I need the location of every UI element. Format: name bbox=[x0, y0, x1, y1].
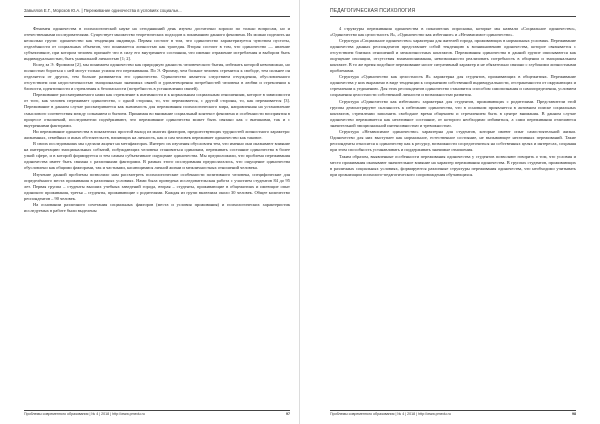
right-footer bbox=[330, 410, 576, 417]
right-paragraph-4: Структура «Одиночество как избегание» характерна для студентов, проживающих с родителями. Представители этой группы демонстрируют склонность к избеганию одиночества, что в основном проявляется в активном поиске социальных контактов, стремлении заполнить свободное время общением и стремлением быть в центре внимания. В данном случае одиночество переживается как негативное состояние, от которого необходимо избавиться, а сами переживания отличаются значительной эмоциональной интенсивностью и тревожностью. bbox=[330, 98, 576, 128]
left-paragraph-4: Ни переживание одиночества в показателях простой выход из многих факторов, предшествующих трудностей личностного характера: жизненных, семейных и иных обстоятельств, влияющих на личность, как и сам человек переживает одиночество как таковое. bbox=[24, 128, 290, 140]
left-footer bbox=[24, 410, 290, 417]
left-paragraph-1: Феномен одиночества в психологической науке на сегодняшний день изучен достаточно хорошо по только вопросам, но и отечественными исследователями. Существует множество теоретических подходов к пониманию данного феномена. Их можно поделить на несколько групп: одиночество как тенденция индивида. Первая состоит в том, что одиночество характеризуется чувством пустоты, отделённости от социальных объектов, что понимается личностью как трагедия. Вторая состоит в том, что одиночество — явление субъективное, при котором человек признаёт что в силу его внутреннего состояния, что именно отражение истребления и выбором быть индивидуальностью, быть уникальной личностью [1; 2]. bbox=[24, 25, 290, 61]
right-running-head: ПЕДАГОГИЧЕСКАЯ ПСИХОЛОГИЯ bbox=[330, 8, 576, 17]
right-paragraph-6: Таким образом, выявленные особенности переживания одиночества у студентов позволяют говорить о том, что условия и место проживания оказывают значительное влияние на характер переживания одиночества. В группах студентов, проживающих в различных социальных условиях, формируются различные структуры переживания одиночества, что необходимо учитывать при организации психолого-педагогического сопровождения обучающихся. bbox=[330, 153, 576, 177]
left-page-number: 97 bbox=[286, 412, 290, 416]
right-body-text bbox=[330, 26, 576, 178]
right-paragraph-3: Структура «Одиночество как целостность Я» характерна для студентов, проживающих в общежитиях. Переживание одиночества у них выражено в виде тенденции к сохранению собственной индивидуальности, отстраненности от окружающих и стремлении к уединению. Для этих респондентов одиночество становится способом самопознания и самоопределения, условием сохранения целостности собственной личности и возможностью развития. bbox=[330, 74, 576, 98]
left-paragraph-7: На основании различного сочетания социальных факторов (места и условия проживания) и психологических характеристик исследуемых в работе были выделены bbox=[24, 202, 290, 214]
left-body-text bbox=[24, 26, 290, 215]
right-page bbox=[300, 0, 600, 424]
left-paragraph-6: Изучение данной проблемы позволило нам рассмотреть психологические особенности позитивного человека, специфические для определённого места проживания в различных условиях. Нами была проведена исследовательская работа с участием студентов 84 до 95 лет. Первая группа – студенты высших учебных заведений города, вторая – студенты, проживающие в общежитиях и имеющие опыт одинокого проживания, третья – студенты, проживающие с родителями. Каждая из групп включила около 30 человек. Общее количество респондентов – 90 человек. bbox=[24, 171, 290, 201]
left-paragraph-5: В своих исследованиях мы сделали акцент на метафакторах. Интерес их изучения обусловлен тем, что именно они оказывают влияние на интерпретацию эмоциональных событий, побуждающих человека становиться одиноким, переживать состояние одиночества в более узкой сфере, и в которой формируется и тем самым субъективное ощущение одиночества. Мы предположили, что проблема переживания одиночества имеет быть связана с различными факторами. В рамках этого исследования предполагалось, что ощущение одиночества обусловлено как общими факторами, так и частными, касающимися личной жизни и межличностных отношений человека. bbox=[24, 141, 290, 171]
right-paragraph-5: Структура «Независимое одиночество» характерна для студентов, которые имеют опыт самостоятельной жизни. Одиночество для них выступает как нормальное, естественное состояние, не вызывающее негативных переживаний. Такие респонденты относятся к одиночеству как к ресурсу, возможности сосредоточиться на собственных целях и интересах, сохраняя при этом способность устанавливать и поддерживать значимые отношения. bbox=[330, 129, 576, 153]
right-footer-journal: Проблемы современного образования | № 4 | 2018 | http://www.pmedu.ru bbox=[330, 412, 451, 416]
left-paragraph-3: Переживание рассматриваемого нами как стремление к интимности и к нормальным социальным отношениям, которое в зависимости от того, как человек переживает одиночество, с одной стороны, то, что переживается, с другой стороны, то, как переживается [3]. Переживание в данном случае рассматривается как значимость для переживания психологического мира, направленная на установление смыслового соответствия между сознанием и бытием. Принимая во внимание социальный контекст феномена и особенности восприятия в процессе отношений, исследователи подчёркивают, что переживание одиночества может быть связано как с внешними, так и с внутренними факторами. bbox=[24, 92, 290, 128]
left-running-head: Завьялов Е.Г., Морозов Ю.А. | Переживание одиночества в условиях социальн... bbox=[24, 8, 290, 17]
right-paragraph-2: Структура «Социальное одиночество» характерна для жителей города, проживающих в нормальных условиях. Переживание одиночества данных респондентов представляет собой тенденцию к возникновению одиночества, которое связывается с отсутствием близких отношений и межличностных контактов. Переживания одиночества в данной группе описываются как ощущение изоляции, отсутствия взаимопонимания, невозможности реализовать потребность в общении и эмоциональном контакте. В то же время подобное переживание носит ситуативный характер и не обязательно связано с глубокими личностными проблемами. bbox=[330, 37, 576, 73]
right-paragraph-1: 4 структуры переживания одиночества в показателях опросника, которые мы назвали «Социальное одиночество», «Одиночество как целостность Я», «Одиночество как избегание» и «Независимое одиночество». bbox=[330, 25, 576, 37]
left-paragraph-2: Вслед за Э. Фроммом [2], мы понимаем одиночество как природную данность человеческого бытия, избежать которой невозможно, но полностью бороться с ней могут только усилия его переживания. По Э. Фромму, чем больше человек стремится к свободе, тем сильнее он отделяется от других, тем больше развивается его одиночество. Одиночество является следствием отчуждения, обусловленного отсутствием или недостаточностью эмоционально значимых связей и удовлетворения потребностей человека в любви и стремлении к близости, идентичности и стремления к безопасности (потребность в установлении связей). bbox=[24, 61, 290, 92]
left-footer-journal: Проблемы современного образования | № 4 | 2018 | http://www.pmedu.ru bbox=[24, 412, 145, 416]
right-page-number: 98 bbox=[572, 412, 576, 416]
